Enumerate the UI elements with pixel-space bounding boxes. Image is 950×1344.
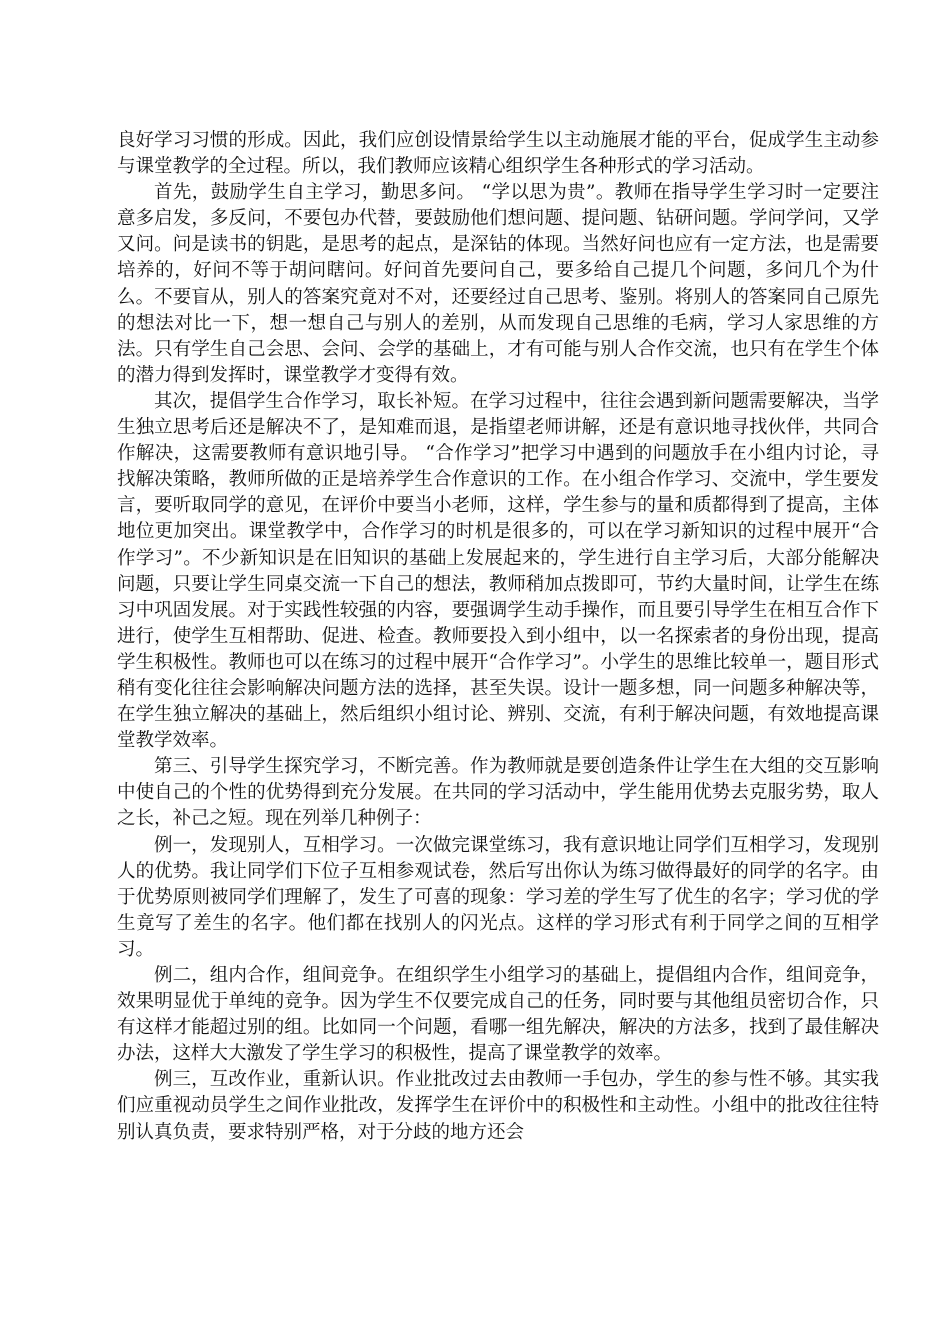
paragraph-continuation: 良好学习习惯的形成。因此，我们应创设情景给学生以主动施展才能的平台，促成学生主动参与课堂教学的全过程。所以，我们教师应该精心组织学生各种形式的学习活动。: [117, 130, 879, 178]
document-body: [117, 128, 879, 1146]
paragraph-cooperative-study: 其次，提倡学生合作学习，取长补短。在学习过程中，往往会遇到新问题需要解决，当学生独立思考后还是解决不了，是知难而退，是指望老师讲解，还是有意识地寻找伙伴，共同合作解决，这需要教师有意识地引导。 “合作学习”把学习中遇到的问题放手在小组内讨论，寻找解决策略，教师所做的正是培养学生合作意识的工作。在小组合作学习、交流中，学生要发言，要听取同学的意见，在评价中要当小老师，这样，学生参与的量和质都得到了提高，主体地位更加突出。课堂教学中，合作学习的时机是很多的，可以在学习新知识的过程中展开“合作学习”。不少新知识是在旧知识的基础上发展起来的，学生进行自主学习后，大部分能解决问题，只要让学生同桌交流一下自己的想法，教师稍加点拨即可，节约大量时间，让学生在练习中巩固发展。对于实践性较强的内容，要强调学生动手操作，而且要引导学生在相互合作下进行，使学生互相帮助、促进、检查。教师要投入到小组中，以一名探索者的身份出现，提高学生积极性。教师也可以在练习的过程中展开“合作学习”。小学生的思维比较单一，题目形式稍有变化往往会影响解决问题方法的选择，甚至失误。设计一题多想，同一问题多种解决等，在学生独立解决的基础上，然后组织小组讨论、辨别、交流，有利于解决问题，有效地提高课堂教学效率。: [117, 390, 879, 752]
paragraph-example-two: 例二，组内合作，组间竞争。在组织学生小组学习的基础上，提倡组内合作，组间竞争，效果明显优于单纯的竞争。因为学生不仅要完成自己的任务，同时要与其他组员密切合作，只有这样才能超过别的组。比如同一个问题，看哪一组先解决，解决的方法多，找到了最佳解决办法，这样大大激发了学生学习的积极性，提高了课堂教学的效率。: [117, 965, 879, 1065]
paragraph-self-study: 首先，鼓励学生自主学习，勤思多问。 “学以思为贵”。教师在指导学生学习时一定要注意多启发，多反问，不要包办代替，要鼓励他们想问题、提问题、钻研问题。学问学问，又学又问。问是读书的钥匙，是思考的起点，是深钻的体现。当然好问也应有一定方法，也是需要培养的，好问不等于胡问瞎问。好问首先要问自己，要多给自己提几个问题，多问几个为什么。不要盲从，别人的答案究竟对不对，还要经过自己思考、鉴别。将别人的答案同自己原先的想法对比一下，想一想自己与别人的差别，从而发现自己思维的毛病，学习人家思维的方法。只有学生自己会思、会问、会学的基础上，才有可能与别人合作交流，也只有在学生个体的潜力得到发挥时，课堂教学才变得有效。: [117, 182, 879, 386]
paragraph-example-one: 例一，发现别人，互相学习。一次做完课堂练习，我有意识地让同学们互相学习，发现别人的优势。我让同学们下位子互相参观试卷，然后写出你认为练习做得最好的同学的名字。由于优势原则被同学们理解了，发生了可喜的现象：学习差的学生写了优生的名字；学习优的学生竟写了差生的名字。他们都在找别人的闪光点。这样的学习形式有利于同学之间的互相学习。: [117, 834, 879, 960]
paragraph-inquiry-study: 第三、引导学生探究学习，不断完善。作为教师就是要创造条件让学生在大组的交互影响中使自己的个性的优势得到充分发展。在共同的学习活动中，学生能用优势去克服劣势，取人之长，补己之短。现在列举几种例子：: [117, 756, 879, 830]
paragraph-example-three: 例三，互改作业，重新认识。作业批改过去由教师一手包办，学生的参与性不够。其实我们应重视动员学生之间作业批改，发挥学生在评价中的积极性和主动性。小组中的批改往往特别认真负责，要求特别严格，对于分歧的地方还会: [117, 1069, 879, 1143]
